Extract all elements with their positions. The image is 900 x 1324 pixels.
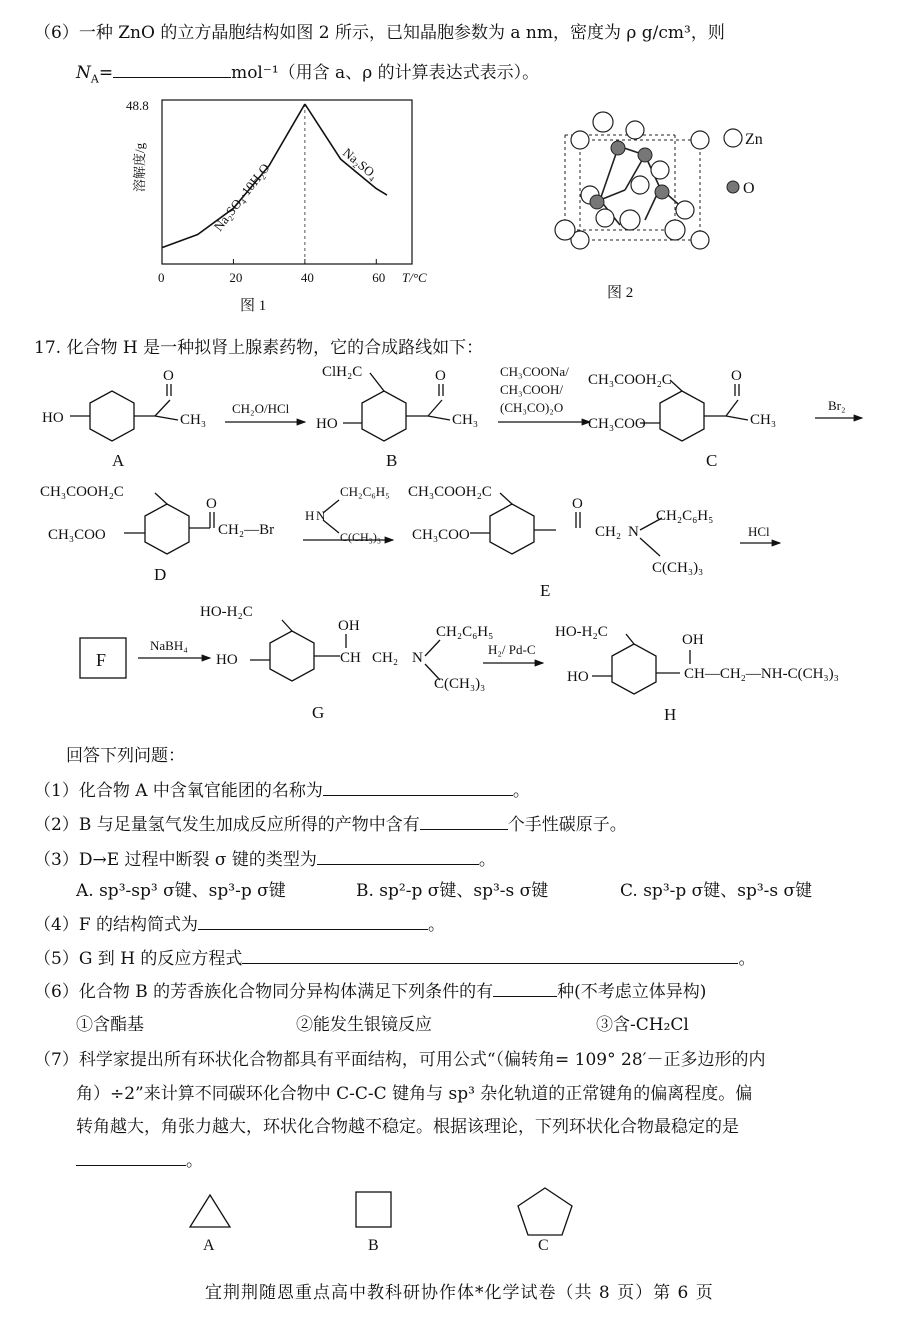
reagent-bc1: CH₃COONa/ (500, 364, 569, 379)
answer-blank-q3[interactable] (317, 864, 479, 865)
q7-line4 (76, 1146, 203, 1171)
q5-text: （5）G 到 H 的反应方程式 (34, 949, 243, 969)
label-b: B (386, 451, 398, 470)
question-1 (34, 776, 530, 801)
g-oh: OH (338, 618, 360, 634)
q2-end: 个手性碳原子。 (507, 815, 627, 835)
na-unit: mol⁻¹（用含 a、ρ 的计算表达式表示）。 (231, 63, 540, 83)
shape-label-c: C (538, 1237, 549, 1254)
square-shape[interactable] (356, 1192, 391, 1227)
answer-blank-q5[interactable] (242, 963, 738, 964)
label-a: A (112, 451, 125, 470)
answer-blank-q4[interactable] (198, 929, 428, 930)
q6-end: 种(不考虑立体异构) (557, 982, 707, 1002)
q6-condition-3: ③含-CH₂Cl (596, 1015, 689, 1035)
d-o: O (206, 496, 217, 512)
c-acoo: CH₃COO (588, 416, 646, 432)
question-2 (34, 810, 627, 835)
reagent-bc3: (CH₃CO)₂O (500, 400, 564, 415)
q3-text: （3）D→E 过程中断裂 σ 键的类型为 (34, 850, 317, 870)
q6-condition-2: ②能发生银镜反应 (296, 1015, 432, 1035)
g-ch2: CH₂ (372, 650, 399, 666)
d-acoch2c: CH₃COOH₂C (40, 484, 124, 500)
figure2-crystal (545, 100, 795, 310)
h-chain: CH—CH₂—NH-C(CH₃)₃ (684, 666, 839, 682)
figure1-chart (120, 92, 450, 324)
x-tick-label: 60 (372, 270, 386, 285)
chart-frame (162, 100, 412, 264)
label-g: G (312, 703, 325, 722)
d-acoo: CH₃COO (48, 527, 106, 543)
y-max-label: 48.8 (126, 98, 149, 113)
q1-end: 。 (512, 781, 530, 801)
ring-shapes (170, 1180, 590, 1260)
page-footer: 宜荆荆随恩重点高中教科研协作体*化学试卷（共 8 页）第 6 页 (205, 1283, 714, 1303)
reagent-ab: CH₂O/HCl (232, 401, 290, 416)
g-tbu: C(CH₃)₃ (434, 676, 486, 692)
c-ch3: CH₃ (750, 412, 777, 428)
reagent-de-h: H (305, 508, 315, 523)
question-4 (34, 910, 445, 935)
q17-title: 17. 化合物 H 是一种拟肾上腺素药物，它的合成路线如下： (34, 338, 484, 358)
reagent-ef: HCl (748, 524, 770, 539)
na-symbol: N (76, 63, 91, 83)
label-h: H (664, 705, 677, 724)
q7-line3: 转角越大，角张力越大，环状化合物越不稳定。根据该理论，下列环状化合物最稳定的是 (76, 1117, 739, 1137)
question-5 (34, 944, 755, 969)
g-bn: CH₂C₆H₅ (436, 624, 494, 640)
label-e: E (540, 581, 551, 600)
answer-blank-q1[interactable] (323, 795, 513, 796)
q1-text: （1）化合物 A 中含氧官能团的名称为 (34, 781, 323, 801)
pentagon-shape[interactable] (518, 1188, 572, 1235)
x-tick-label: 20 (229, 270, 243, 285)
q2-text: （2）B 与足量氢气发生加成反应所得的产物中含有 (34, 815, 420, 835)
reagent-de-n: N (316, 508, 326, 523)
fig2-caption: 图 2 (607, 285, 634, 301)
h-hoh2c: HO-H₂C (555, 624, 608, 640)
answer-blank-q7[interactable] (76, 1165, 186, 1166)
c-acoch2c: CH₃COOH₂C (588, 372, 672, 388)
legend-zn: Zn (745, 131, 763, 148)
shape-label-b: B (368, 1237, 379, 1254)
reagent-cd: Br₂ (828, 398, 846, 413)
questions-intro: 回答下列问题： (66, 746, 185, 766)
q3-option-a[interactable]: A. sp³-sp³ σ键、sp³-p σ键 (76, 881, 286, 901)
q3-option-b[interactable]: B. sp²-p σ键、sp³-s σ键 (356, 881, 549, 901)
a-ch3: CH₃ (180, 412, 207, 428)
synthesis-route (0, 358, 900, 738)
g-hoh2c: HO-H₂C (200, 604, 253, 620)
a-o: O (163, 368, 174, 384)
q6-line2 (76, 58, 539, 85)
series-label-2: Na₂SO₄ (340, 144, 382, 183)
q5-end: 。 (738, 949, 756, 969)
b-clh2c: ClH₂C (322, 364, 363, 380)
answer-blank-q2[interactable] (420, 829, 508, 830)
e-tbu: C(CH₃)₃ (652, 560, 704, 576)
q7-line2: 角）÷2”来计算不同碳环化合物中 C-C-C 键角与 sp³ 杂化轨道的正常键角的偏离程度。偏 (76, 1084, 753, 1104)
reagent-de-bn: CH₂C₆H₅ (340, 484, 390, 499)
e-ch2: CH₂ (595, 524, 622, 540)
b-ho: HO (316, 416, 338, 432)
x-axis-label: T/°C (402, 270, 427, 285)
label-d: D (154, 565, 167, 584)
reagent-de-tbu: C(CH₃)₃ (340, 530, 382, 544)
e-o: O (572, 496, 583, 512)
answer-blank-q6[interactable] (493, 996, 557, 997)
q6-text: （6）化合物 B 的芳香族化合物同分异构体满足下列条件的有 (34, 982, 494, 1002)
question-3 (34, 845, 496, 870)
h-oh: OH (682, 632, 704, 648)
e-acoo: CH₃COO (412, 527, 470, 543)
q4-text: （4）F 的结构简式为 (34, 915, 199, 935)
a-ho: HO (42, 410, 64, 426)
b-ch3: CH₃ (452, 412, 479, 428)
e-acoch2c: CH₃COOH₂C (408, 484, 492, 500)
b-o: O (435, 368, 446, 384)
q3-end: 。 (478, 850, 496, 870)
x-tick-label: 0 (158, 270, 165, 285)
question-6 (34, 977, 706, 1002)
q6-line1: （6）一种 ZnO 的立方晶胞结构如图 2 所示，已知晶胞参数为 a nm，密度为 ρ g/cm³，则 (34, 23, 725, 43)
d-ch2br: CH₂—Br (218, 522, 275, 538)
label-f: F (96, 650, 107, 670)
series-label-1: Na₂SO₄·10H₂O (210, 160, 273, 234)
c-o: O (731, 368, 742, 384)
fig1-caption: 图 1 (240, 298, 267, 314)
q6-condition-1: ①含酯基 (76, 1015, 144, 1035)
q4-end: 。 (428, 915, 446, 935)
triangle-shape[interactable] (190, 1195, 230, 1227)
q3-option-c[interactable]: C. sp³-p σ键、sp³-s σ键 (620, 881, 813, 901)
x-tick-label: 40 (300, 270, 314, 285)
shape-label-a: A (203, 1237, 215, 1254)
q7-end: 。 (186, 1151, 203, 1171)
na-sub: A (90, 72, 99, 86)
label-c: C (706, 451, 718, 470)
na-eq: = (98, 63, 114, 83)
g-ch: CH (340, 650, 361, 666)
reagent-gh: H₂/ Pd-C (488, 642, 536, 657)
h-ho: HO (567, 669, 589, 685)
g-n: N (412, 650, 423, 666)
answer-blank-na[interactable] (113, 77, 231, 78)
series-line-1 (162, 104, 305, 248)
reagent-fg: NaBH₄ (150, 638, 188, 653)
e-n: N (628, 524, 639, 540)
e-bn: CH₂C₆H₅ (656, 508, 714, 524)
reagent-bc2: CH₃COOH/ (500, 382, 564, 397)
q7-line1: （7）科学家提出所有环状化合物都具有平面结构，可用公式“（偏转角= 109° 28′－正多边形的内 (34, 1050, 766, 1070)
y-axis-label: 溶解度/g (132, 142, 147, 192)
g-ho: HO (216, 652, 238, 668)
legend-o: O (743, 180, 755, 197)
